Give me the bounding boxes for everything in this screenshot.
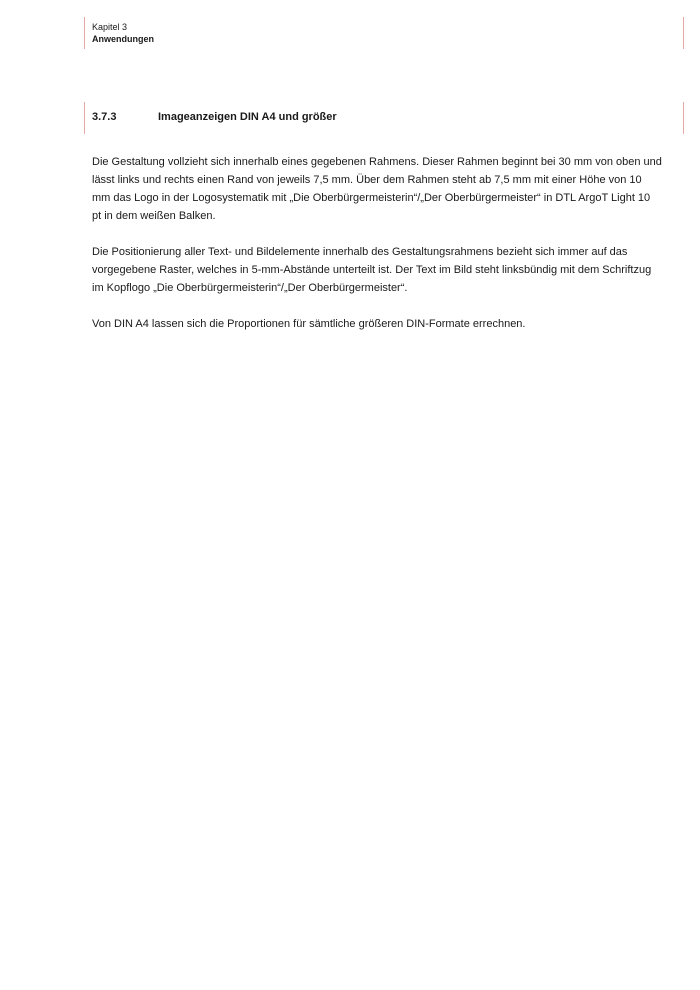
paragraph-grid: Die Positionierung aller Text- und Bildelemente innerhalb des Gestaltungsrahmens bezieht sich immer auf das vorgegebene Raster, welches in 5-mm-Abstände unterteilt ist. Der Text im Bild steht linksbündig mit dem Schriftzug im Kopflogo „Die Oberbürgermeisterin“/„Der Oberbürgermeister“.	[92, 246, 652, 294]
paragraph-formats: Von DIN A4 lassen sich die Proportionen für sämtliche größeren DIN-Formate errechnen.	[92, 318, 526, 330]
header-margin-rule	[84, 17, 85, 49]
paragraph-frame: Die Gestaltung vollzieht sich innerhalb eines gegebenen Rahmens. Dieser Rahmen beginnt bei 30 mm von oben und lässt links und rechts einen Rand von jeweils 7,5 mm. Über dem Rahmen steht ab 7,5 mm mit einer Höhe von 10 mm das Logo in der Logosystematik mit „Die Oberbürgermeisterin“/„Der Oberbürgermeister“ in DTL ArgoT Light 10 pt in dem weißen Balken.	[92, 156, 662, 222]
running-head	[92, 21, 154, 45]
chapter-label: Kapitel 3	[92, 22, 128, 32]
section-heading	[92, 110, 337, 124]
section-margin-rule	[84, 102, 85, 134]
section-number: 3.7.3	[92, 111, 117, 123]
section-title: Imageanzeigen DIN A4 und größer	[158, 111, 337, 123]
body-text	[92, 153, 662, 351]
right-margin-rule-mid	[683, 102, 684, 134]
right-margin-rule-top	[683, 17, 684, 49]
section-label: Anwendungen	[92, 34, 154, 44]
